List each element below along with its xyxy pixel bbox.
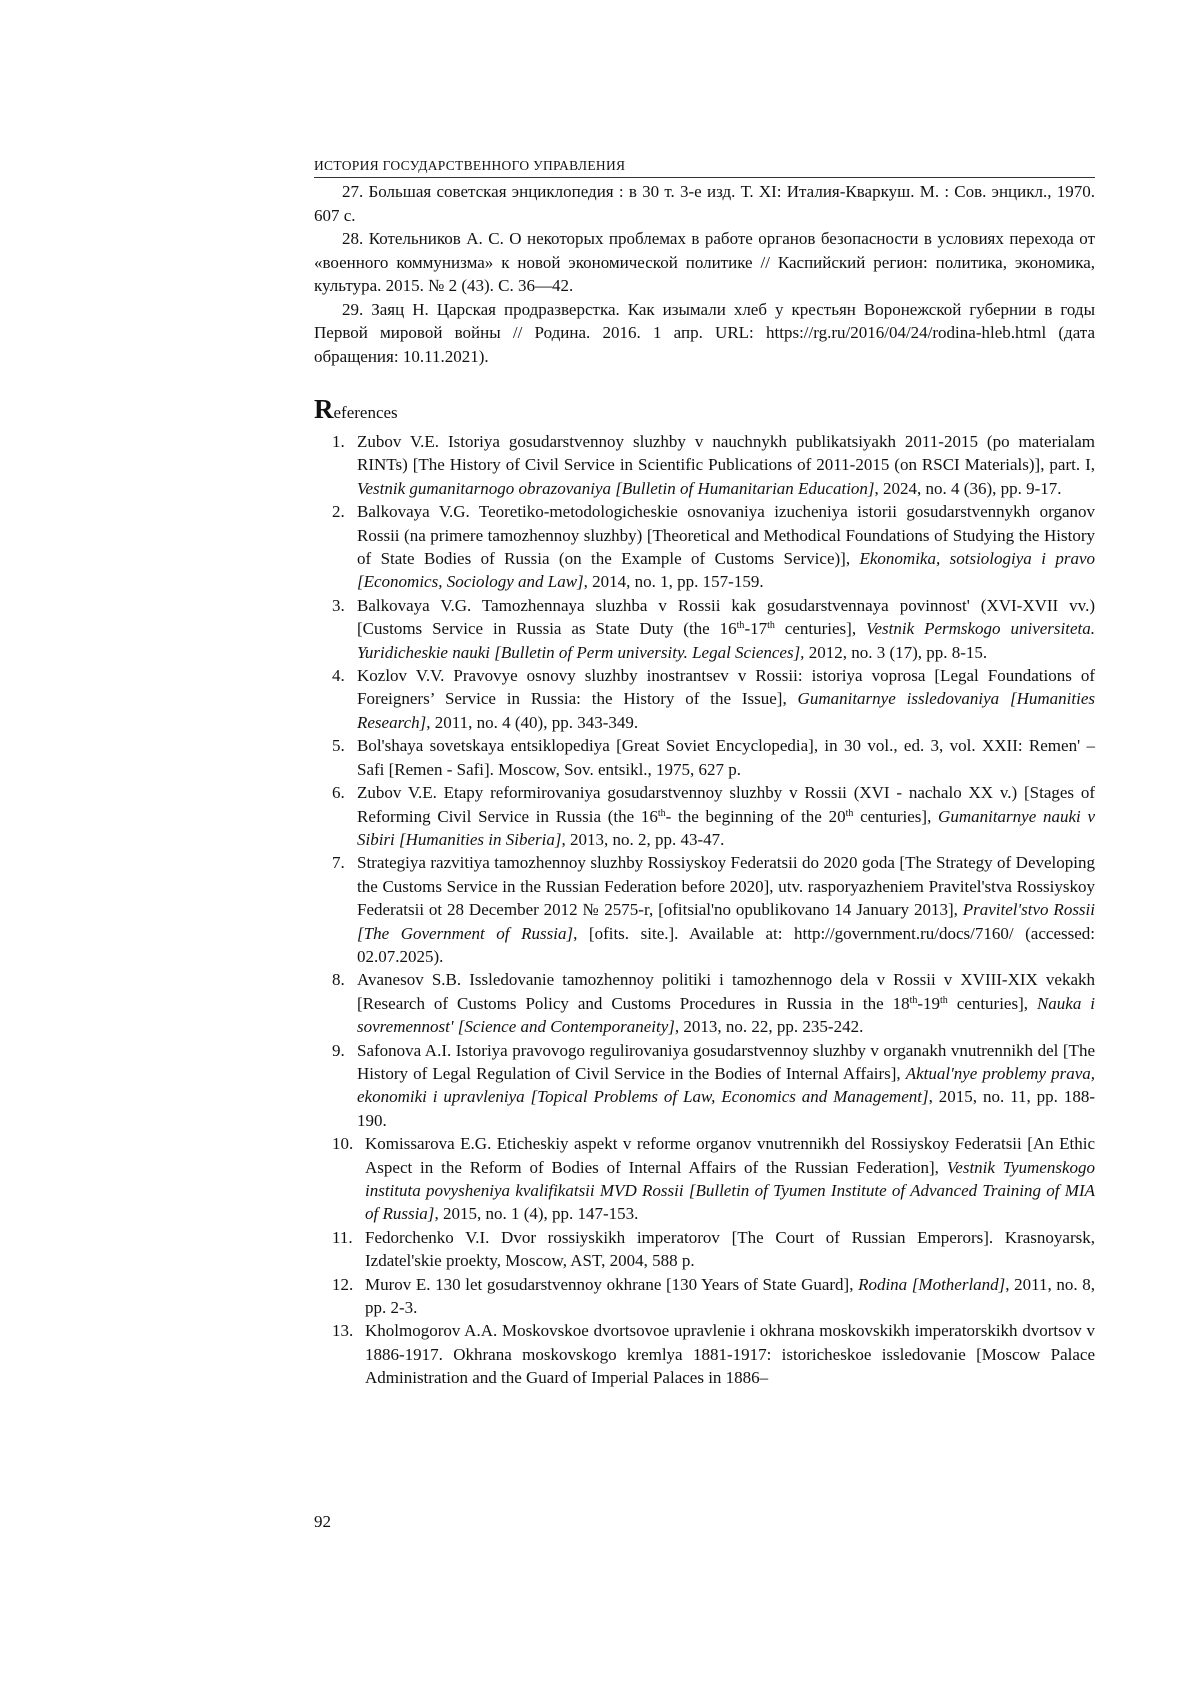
reference-plain: Murov E. 130 let gosudarstvennoy okhrane [130 Years of State Guard], <box>365 1275 858 1294</box>
reference-plain: , 2014, no. 1, pp. 157-159. <box>584 572 764 591</box>
reference-plain: - <box>917 994 923 1013</box>
reference-journal: Vestnik gumanitarnogo obrazovaniya [Bulletin of Humanitarian Education] <box>357 479 875 498</box>
reference-text <box>354 500 1095 594</box>
reference-plain: centuries], <box>948 994 1037 1013</box>
superscript: th <box>658 808 666 819</box>
reference-number: 3. <box>332 594 354 664</box>
russian-references <box>314 180 1095 368</box>
reference-plain: , 2013, no. 2, pp. 43-47. <box>561 830 724 849</box>
reference-plain: 19 <box>923 994 940 1013</box>
reference-item <box>332 734 1095 781</box>
reference-number: 1. <box>332 430 354 500</box>
reference-plain: Avanesov S.B. Issledovanie tamozhennoy politiki i tamozhennogo dela v Rossii v XVIII-XIX vekakh [Research of Customs Policy and Customs Procedures in Russia in the <box>357 970 1095 1012</box>
superscript: th <box>940 995 948 1006</box>
reference-text <box>362 1226 1095 1273</box>
reference-plain: -17 <box>744 619 767 638</box>
reference-text <box>354 664 1095 734</box>
references-list <box>314 430 1095 1390</box>
reference-item <box>332 781 1095 851</box>
reference-number: 9. <box>332 1039 354 1133</box>
reference-plain: , [ofits. site.]. Available at: http://government.ru/docs/7160/ (accessed: 02.07.2025). <box>357 924 1095 966</box>
reference-journal: Gumanitarnye nauki v Sibiri [Humanities in Siberia] <box>357 807 1095 849</box>
superscript: th <box>910 995 918 1006</box>
reference-number: 12. <box>332 1273 362 1320</box>
reference-item <box>332 664 1095 734</box>
references-heading-initial: R <box>314 394 334 424</box>
reference-item <box>332 1319 1095 1389</box>
reference-item <box>332 1039 1095 1133</box>
reference-item <box>332 430 1095 500</box>
reference-item <box>332 1132 1095 1226</box>
reference-number: 6. <box>332 781 354 851</box>
reference-plain: Balkovaya V.G. Tamozhennaya sluzhba v Rossii kak gosudarstvennaya povinnost' (XVI-XVII vv.) [Customs Service in Russia as State Duty (the <box>357 596 1095 638</box>
reference-item <box>332 851 1095 968</box>
reference-text <box>354 1039 1095 1133</box>
reference-number: 11. <box>332 1226 362 1273</box>
reference-number: 13. <box>332 1319 362 1389</box>
reference-plain: , 2013, no. 22, pp. 235-242. <box>675 1017 863 1036</box>
reference-journal: Rodina [Motherland] <box>858 1275 1005 1294</box>
reference-plain: - the beginning of the <box>666 807 829 826</box>
reference-text <box>362 1273 1095 1320</box>
reference-plain: , 2011, no. 4 (40), pp. 343-349. <box>426 713 638 732</box>
ru-reference-item: 27. Большая советская энциклопедия : в 30 т. 3-е изд. Т. XI: Италия-Кваркуш. М. : Сов. энцикл., 1970. 607 с. <box>314 180 1095 227</box>
running-head: ИСТОРИЯ ГОСУДАРСТВЕННОГО УПРАВЛЕНИЯ <box>314 158 1095 178</box>
reference-item <box>332 1226 1095 1273</box>
reference-journal: Gumanitarnye issledovaniya [Humanities Research] <box>357 689 1095 731</box>
reference-plain: , 2015, no. 11, pp. 188-190. <box>357 1087 1095 1129</box>
reference-plain: Strategiya razvitiya tamozhennoy sluzhby Rossiyskoy Federatsii do 2020 goda [The Strategy of Developing the Customs Service in the Russian Federation before 2020], utv. rasporyazheniem Pravitel'stva Rossiyskoy Federatsii ot 28 December 2012 № 2575-r, [ofitsial'no opublikovano 14 January 2013], <box>357 853 1095 919</box>
reference-journal: Aktual'nye problemy prava, ekonomiki i upravleniya [Topical Problems of Law, Economics and Management] <box>357 1064 1095 1106</box>
reference-number: 4. <box>332 664 354 734</box>
superscript: th <box>737 620 745 631</box>
reference-text <box>354 968 1095 1038</box>
superscript: th <box>767 620 775 631</box>
reference-plain: Zubov V.E. Istoriya gosudarstvennoy sluzhby v nauchnykh publikatsiyakh 2011-2015 (po materialam RINTs) [The History of Civil Service in Scientific Publications of 2011-2015 (on RSCI Materials)], part. I, <box>357 432 1095 474</box>
reference-plain: Fedorchenko V.I. Dvor rossiyskikh imperatorov [The Court of Russian Emperors]. Krasnoyarsk, Izdatel'skie proekty, Moscow, AST, 2004, 588 p. <box>365 1228 1095 1270</box>
reference-item <box>332 500 1095 594</box>
reference-plain: , 2011, no. 8, pp. 2-3. <box>365 1275 1095 1317</box>
reference-plain: centuries], <box>853 807 938 826</box>
reference-number: 8. <box>332 968 354 1038</box>
reference-number: 5. <box>332 734 354 781</box>
reference-text <box>354 851 1095 968</box>
reference-plain: Safonova A.I. Istoriya pravovogo regulirovaniya gosudarstvennoy sluzhby v organakh vnutrennikh del [The History of Legal Regulation of Civil Service in the Bodies of Internal Affairs], <box>357 1041 1095 1083</box>
reference-item <box>332 968 1095 1038</box>
reference-text <box>362 1319 1095 1389</box>
reference-plain: 20 <box>829 807 846 826</box>
ru-reference-item: 28. Котельников А. С. О некоторых проблемах в работе органов безопасности в условиях перехода от «военного коммунизма» к новой экономической политике // Каспийский регион: политика, экономика, культура. 2015. № 2 (43). С. 36—42. <box>314 227 1095 298</box>
reference-text <box>354 734 1095 781</box>
reference-text <box>354 430 1095 500</box>
reference-plain: , 2024, no. 4 (36), pp. 9-17. <box>875 479 1062 498</box>
reference-plain: Bol'shaya sovetskaya entsiklopediya [Great Soviet Encyclopedia], in 30 vol., ed. 3, vol. XXII: Remen' – Safi [Remen - Safi]. Moscow, Sov. entsikl., 1975, 627 p. <box>357 736 1095 778</box>
reference-text <box>362 1132 1095 1226</box>
page-body <box>314 158 1095 1390</box>
reference-plain: centuries], <box>775 619 866 638</box>
reference-plain: 16 <box>720 619 737 638</box>
reference-plain: 2012, no. 3 (17), pp. 8-15. <box>804 643 987 662</box>
reference-plain: Kholmogorov A.A. Moskovskoe dvortsovoe upravlenie i okhrana moskovskikh imperatorskikh dvortsov v 1886-1917. Okhrana moskovskogo kremlya 1881-1917: istoricheskoe issledovanie [Moscow Palace Administration and the Guard of Imperial Palaces in 1886– <box>365 1321 1095 1387</box>
ru-reference-item: 29. Заяц Н. Царская продразверстка. Как изымали хлеб у крестьян Воронежской губернии в годы Первой мировой войны // Родина. 2016. 1 апр. URL: https://rg.ru/2016/04/24/rodina-hleb.html (дата обращения: 10.11.2021). <box>314 298 1095 369</box>
reference-plain: Kozlov V.V. Pravovye osnovy sluzhby inostrantsev v Rossii: istoriya voprosa [Legal Foundations of Foreigners’ Service in Russia: the History of the Issue], <box>357 666 1095 708</box>
reference-journal: Ekonomika, sotsiologiya i pravo [Economics, Sociology and Law] <box>357 549 1095 591</box>
references-heading-rest: eferences <box>334 403 398 422</box>
reference-text <box>354 594 1095 664</box>
reference-number: 7. <box>332 851 354 968</box>
reference-number: 10. <box>332 1132 362 1226</box>
reference-text <box>354 781 1095 851</box>
reference-item <box>332 1273 1095 1320</box>
reference-plain: Komissarova E.G. Eticheskiy aspekt v reforme organov vnutrennikh del Rossiyskoy Federatsii [An Ethic Aspect in the Reform of Bodies of Internal Affairs of the Russian Federation], <box>365 1134 1095 1176</box>
reference-plain: 18 <box>893 994 910 1013</box>
reference-journal: Pravitel'stvo Rossii [The Government of Russia] <box>357 900 1095 942</box>
reference-number: 2. <box>332 500 354 594</box>
reference-item <box>332 594 1095 664</box>
reference-plain: Balkovaya V.G. Teoretiko-metodologicheskie osnovaniya izucheniya istorii gosudarstvennykh organov Rossii (na primere tamozhennoy sluzhby) [Theoretical and Methodical Foundations of Studying the History of State Bodies of Russia (on the Example of Customs Service)], <box>357 502 1095 568</box>
references-heading <box>314 396 1095 426</box>
reference-plain: Zubov V.E. Etapy reformirovaniya gosudarstvennoy sluzhby v Rossii (XVI - nachalo XX v.) [Stages of Reforming Civil Service in Russia (the <box>357 783 1095 825</box>
page-number: 92 <box>314 1512 331 1532</box>
reference-journal: Vestnik Tyumenskogo instituta povysheniya kvalifikatsii MVD Rossii [Bulletin of Tyumen Institute of Advanced Training of MIA of Russia] <box>365 1158 1095 1224</box>
reference-journal: Nauka i sovremennost' [Science and Contemporaneity] <box>357 994 1095 1036</box>
reference-plain: 16 <box>641 807 658 826</box>
reference-plain: , 2015, no. 1 (4), pp. 147-153. <box>434 1204 638 1223</box>
superscript: th <box>846 808 854 819</box>
reference-journal: Vestnik Permskogo universiteta. Yuridicheskie nauki [Bulletin of Perm university. Legal Sciences], <box>357 619 1095 661</box>
